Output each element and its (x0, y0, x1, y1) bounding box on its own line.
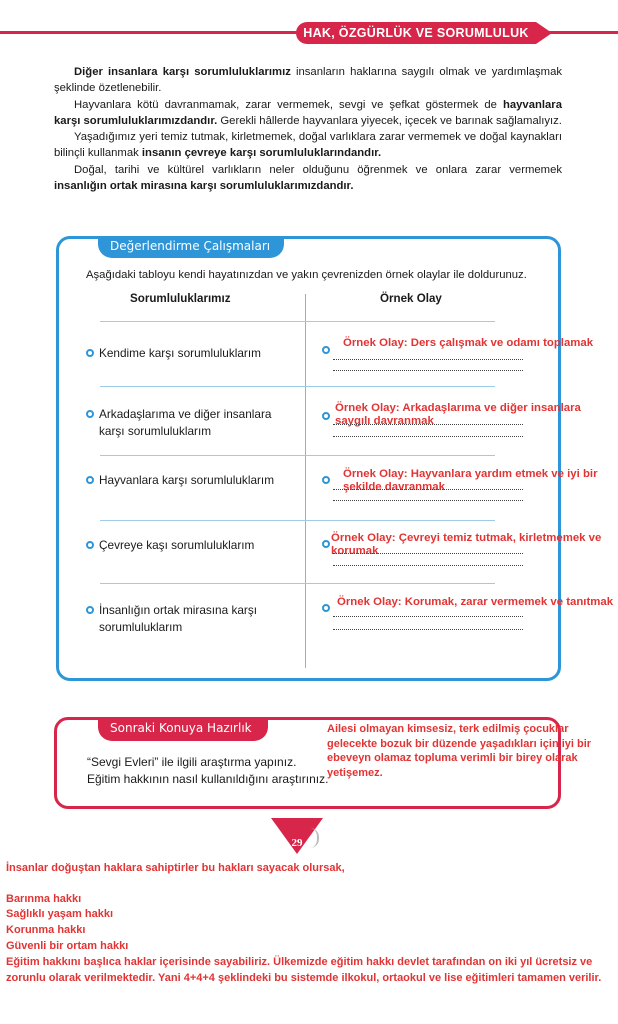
intro-p2-bold: hayvanlara karşı sorumluluklarımızdandır. (54, 98, 562, 127)
row-label-line2: sorumluluklarım (99, 620, 183, 634)
intro-paragraph-4 (54, 162, 562, 195)
row-label-line2: karşı sorumluluklarım (99, 424, 212, 438)
evaluation-instruction: Aşağıdaki tabloyu kendi hayatınızdan ve yakın çevrenizden örnek olaylar ile doldurunuz. (86, 269, 527, 281)
bullet-icon (322, 412, 330, 420)
table-row-divider (100, 520, 495, 521)
header-tab-arrow (536, 22, 552, 44)
answer-self: Örnek Olay: Ders çalışmak ve odamı toplamak (343, 337, 594, 349)
intro-paragraph-2 (54, 97, 562, 130)
answer-environment: Örnek Olay: Çevreyi temiz tutmak, kirletmemek ve korumak (331, 532, 602, 557)
next-topic-tab-label: Sonraki Konuya Hazırlık (110, 721, 252, 735)
answer-friends: Örnek Olay: Arkadaşlarıma ve diğer insanlara saygılı davranmak (335, 402, 581, 427)
answer-line (333, 370, 523, 371)
answer-line (333, 359, 523, 360)
row-label: İnsanlığın ortak mirasına karşı (99, 603, 258, 617)
table-row-environment (86, 537, 254, 554)
intro-p2-rest: Gerekli hâllerde hayvanlara yiyecek, içecek ve barınak sağlamalıyız. (217, 114, 562, 127)
row-label: Kendime karşı sorumluluklarım (99, 346, 261, 360)
intro-p1-bold: Diğer insanlara karşı sorumluluklarımız (74, 66, 291, 78)
table-row-friends (86, 406, 271, 440)
row-label: Çevreye kaşı sorumluluklarım (99, 538, 255, 552)
column-header-responsibilities: Sorumluluklarımız (130, 292, 231, 305)
next-topic-question-2: Eğitim hakkının nasıl kullanıldığını araştırınız. (87, 772, 329, 786)
table-row-divider (100, 386, 495, 387)
table-row-animals (86, 472, 274, 489)
bottom-note-right: Güvenli bir ortam hakkı (6, 940, 129, 952)
answer-line (333, 424, 523, 425)
bottom-note-right: Sağlıklı yaşam hakkı (6, 908, 114, 920)
answer-line (333, 629, 523, 630)
row-label-wrap (99, 406, 271, 440)
bullet-icon (322, 476, 330, 484)
intro-p1-rest: insanların haklarına saygılı olmak ve yardımlaşmak şeklinde özetlenebilir. (54, 66, 562, 95)
bullet-icon (322, 540, 330, 548)
bottom-note-intro: İnsanlar doğuştan haklara sahiptirler bu hakları sayacak olursak, (6, 862, 345, 874)
answer-line (333, 553, 523, 554)
evaluation-tab-label: Değerlendirme Çalışmaları (110, 239, 271, 253)
bullet-icon (86, 541, 94, 549)
table-row-divider (100, 321, 495, 322)
bullet-icon (322, 604, 330, 612)
answer-line (333, 489, 523, 490)
answer-line (333, 436, 523, 437)
intro-p4-start: Doğal, tarihi ve kültürel varlıkların neler olduğunu öğrenmek ve onlara zarar vermemek (74, 163, 562, 176)
bottom-note-right: Barınma hakkı (6, 893, 82, 905)
intro-p2-start: Hayvanlara kötü davranmamak, zarar vermemek, sevgi ve şefkat göstermek de (74, 98, 503, 111)
intro-paragraph-1 (54, 64, 562, 97)
bottom-note-right: Korunma hakkı (6, 924, 86, 936)
row-label-wrap (99, 602, 257, 636)
answer-heritage: Örnek Olay: Korumak, zarar vermemek ve tanıtmak (337, 596, 614, 608)
answer-animals: Örnek Olay: Hayvanlara yardım etmek ve iyi bir şekilde davranmak (343, 468, 598, 493)
table-row-self (86, 345, 261, 362)
next-topic-tab (98, 717, 268, 741)
answer-line (333, 500, 523, 501)
answer-line (333, 616, 523, 617)
bullet-icon (86, 349, 94, 357)
intro-text (54, 64, 562, 194)
bullet-icon (86, 606, 94, 614)
intro-p3-start: Yaşadığımız yeri temiz tutmak, kirletmemek, doğal varlıklara zarar vermemek ve doğal kaynakları bilinçli kullanmak (54, 131, 562, 160)
evaluation-tab (98, 236, 284, 258)
table-row-heritage (86, 602, 257, 636)
page-number: 29 (291, 837, 303, 849)
bullet-icon (86, 476, 94, 484)
table-row-divider (100, 583, 495, 584)
next-topic-answer: Ailesi olmayan kimsesiz, terk edilmiş çocuklar gelecekte bozuk bir düzende yaşadıkları için iyi bir ebeveyn olamaz topluma verimli bir birey olarak yetişemez. (327, 723, 592, 779)
intro-p4-bold: insanlığın ortak mirasına karşı sorumluluklarımızdandır. (54, 180, 354, 193)
bottom-note-education: Eğitim hakkını başlıca haklar içerisinde sayabiliriz. Ülkemizde eğitim hakkı devlet tarafından on iki yıl ücretsiz ve zorunlu olarak verilmektedir. Yani 4+4+4 şeklindeki bu sistemde ilkokul, ortaokul ve lise eğitimleri tamamen verilir. (6, 956, 602, 984)
table-column-divider (305, 294, 306, 668)
answer-line (333, 565, 523, 566)
column-header-example: Örnek Olay (380, 292, 442, 305)
next-topic-question-1: “Sevgi Evleri” ile ilgili araştırma yapınız. (87, 755, 297, 769)
header-title-tab (296, 22, 536, 44)
row-label: Hayvanlara karşı sorumluluklarım (99, 473, 275, 487)
intro-paragraph-3 (54, 129, 562, 162)
bullet-icon (322, 346, 330, 354)
intro-p3-bold: insanın çevreye karşı sorumluluklarındandır. (141, 147, 382, 160)
header-title: HAK, ÖZGÜRLÜK VE SORUMLULUK (303, 26, 529, 40)
row-label: Arkadaşlarıma ve diğer insanlara (99, 407, 272, 421)
table-row-divider (100, 455, 495, 456)
bullet-icon (86, 410, 94, 418)
